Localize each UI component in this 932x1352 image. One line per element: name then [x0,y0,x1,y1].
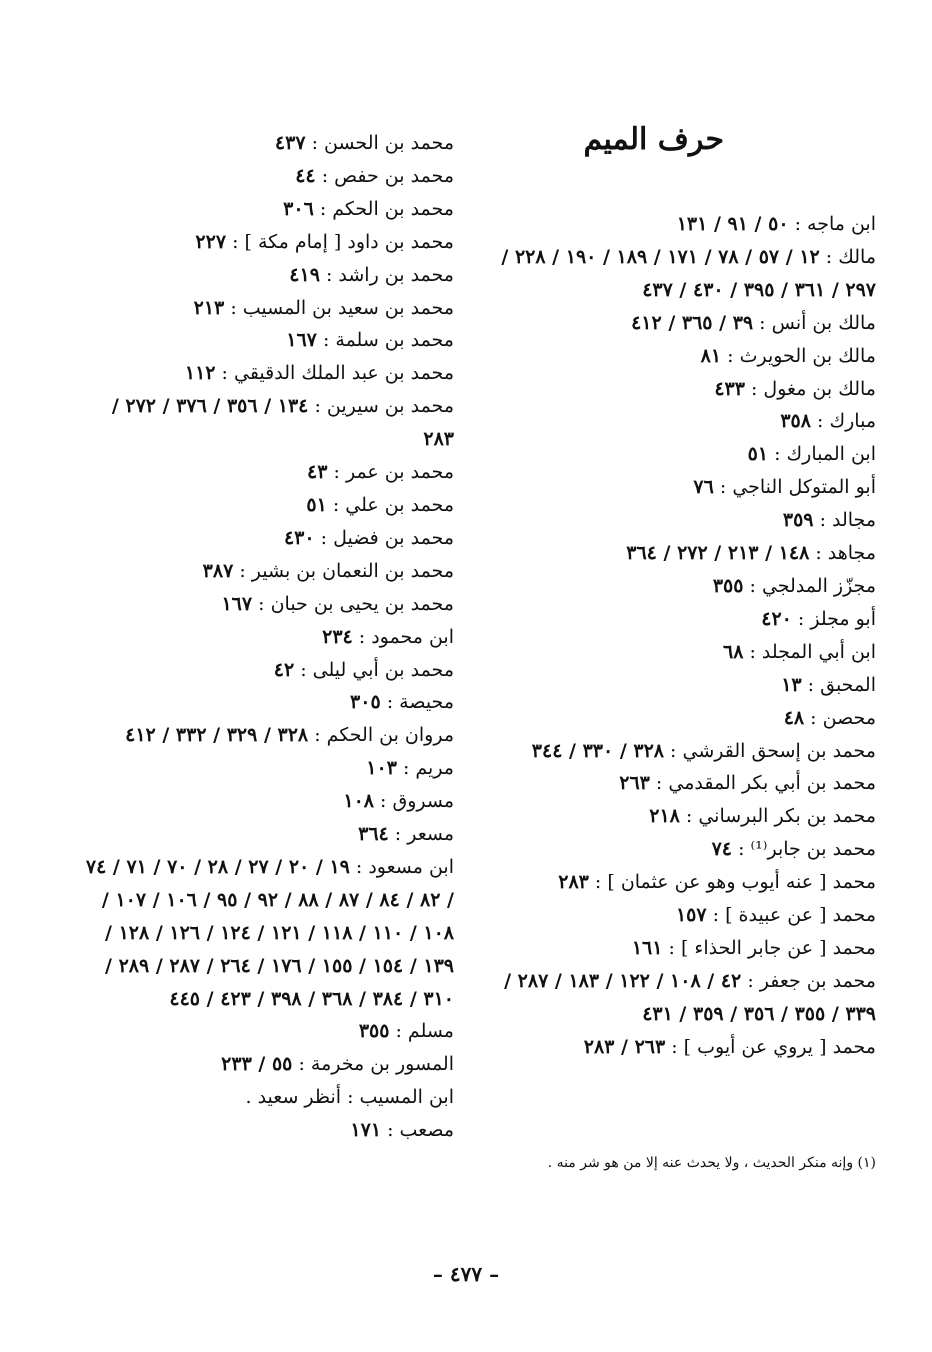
entry-pages: ١٦٧ [221,592,253,615]
entry-pages: ١٠٣ [366,757,397,780]
entry-pages: ١٦٧ [286,329,317,352]
entry-pages: ١٤٨ / ٢١٣ / ٢٧٢ / ٣٦٤ [626,542,810,565]
index-entry [80,456,454,489]
entry-pages: ١٦١ [631,936,663,959]
entry-pages: ٤٤ [295,164,316,187]
entry-pages: ٢٢٧ [195,230,227,253]
entry-name: ابن المسيب : أنظر سعيد . [245,1086,454,1109]
entry-name: المحبق : [807,673,876,696]
entry-name: محمد بن أبي بكر المقدمي : [655,772,876,795]
index-entry [80,1015,454,1048]
index-entry [80,1048,454,1081]
index-entry [80,259,454,292]
index-entry [498,932,876,965]
index-entry [80,193,454,226]
entry-name: محمد بن جابر⁽¹⁾ : [738,838,876,861]
entry-pages: ١٣٤ / ٣٥٦ / ٣٧٦ / ٢٧٢ / ٢٨٣ [111,395,454,451]
entry-name: محمد بن يحيى بن حبان : [258,592,454,615]
index-entry [498,208,876,241]
entry-name: ابن ماجه : [794,213,876,235]
entry-pages: ٤٨ [783,706,805,729]
entry-pages: ٤٢ [273,658,295,681]
entry-name: ابن المبارك : [774,443,876,466]
entry-name: محمد بن فضيل : [320,526,454,549]
entry-name: محمد بن الحكم : [319,197,454,220]
entry-name: محمد بن النعمان بن بشير : [239,559,454,582]
entry-name: محمد بن إسحق القرشي : [670,739,876,762]
entry-name: محمد بن أبي ليلى : [300,658,454,681]
entry-name: محمد بن سيرين : [314,395,454,418]
entry-pages: ٥١ [747,443,769,466]
entry-name: مريم : [402,757,454,780]
entry-pages: ٨١ [700,344,722,367]
entry-name: محمد بن سعيد بن المسيب : [230,296,454,319]
entry-name: مجزّز المدلجي : [749,574,876,597]
index-entry [498,833,876,866]
entry-pages: ٢٨٣ [558,871,589,894]
entry-pages: ٤٣٣ [714,377,745,400]
index-entry [80,127,454,160]
entry-pages: ٢١٣ [193,296,225,319]
entry-pages: ٣٥٨ [780,410,811,433]
entry-name: أبو المتوكل الناجي : [719,476,876,499]
entry-name: محمد بن عمر : [333,461,454,484]
index-entry [80,390,454,456]
entry-pages: ٢٣٤ [322,625,353,648]
entry-pages: ٤٣ [307,461,328,484]
index-entry [80,522,454,555]
index-entry [498,702,876,735]
entry-pages: ٣٩ / ٣٦٥ / ٤١٢ [631,311,754,334]
index-entry [80,292,454,325]
index-entry [80,686,454,719]
entry-name: مجاهد : [815,542,876,565]
entry-pages: ٧٤ [711,838,733,861]
index-entry [498,570,876,603]
index-entry [80,357,454,390]
entry-pages: ١٣ [781,673,802,696]
index-entry [498,537,876,570]
entry-pages: ١٢ / ٥٧ / ٧٨ / ١٧١ / ١٨٩ / ١٩٠ / ٢٢٨ / ٢٩٧ / ٣٦١ / ٣٩٥ / ٤٣٠ / ٤٣٧ [501,245,876,301]
page-number: – ٤٧٧ – [432,1262,500,1286]
index-entry [498,307,876,340]
entry-name: مسروق : [380,790,454,813]
entry-name: محمد بن سلمة : [322,329,454,352]
index-entry [498,603,876,636]
entry-name: محمد [ عن عبيدة ] : [712,904,876,927]
entry-name: محمد بن جعفر : [747,969,876,992]
entry-pages: ٢٦٣ / ٢٨٣ [583,1035,666,1058]
entry-name: مسلم : [395,1020,454,1043]
entry-pages: ٢١٨ [649,805,680,828]
entry-pages: ١٩ / ٢٠ / ٢٧ / ٢٨ / ٧٠ / ٧١ / ٧٤ / ٨٢ / ٨٤ / ٨٧ / ٨٨ / ٩٢ / ٩٥ / ١٠٦ / ١٠٧ / ١٠٨ / ١١٠ / ١١٨ / ١٢١ / ١٢٤ / ١٢٦ / ١٢٨ / ١٣٩ / ١٥٤ / ١٥٥ / ١٧٦ / ٢٦٤ / ٢٨٧ / ٢٨٩ / ٣١٠ / ٣٨٤ / ٣٦٨ / ٣٩٨ / ٤٢٣ / ٤٤٥ [85,855,454,1010]
index-entry [498,471,876,504]
index-entry [498,504,876,537]
entry-pages: ١٥٧ [675,904,707,927]
entry-name: مالك بن الحويرث : [727,344,876,367]
index-entry [498,965,876,1031]
entry-pages: ٣٥٥ [712,574,744,597]
entry-pages: ٥٠ / ٩١ / ١٣١ [676,213,789,235]
entry-pages: ٥٥ / ٢٣٣ [221,1053,293,1076]
entry-pages: ٣٦٤ [358,823,389,846]
entry-name: مالك بن أنس : [759,311,876,334]
index-entry [80,752,454,785]
entry-name: مصعب : [387,1119,454,1142]
entry-name: محصن : [810,706,876,729]
entry-name: مبارك : [817,410,876,433]
entry-name: محمد بن حفص : [321,164,454,187]
entry-pages: ٥١ [306,493,327,516]
entry-name: ابن محمود : [358,625,454,648]
index-entry [80,1114,454,1147]
entry-name: محمد [ يروي عن أيوب ] : [671,1035,876,1058]
footnote: (١) وإنه منكر الحديث ، ولا يحدث عنه إلا من هو شر منه . [547,1155,876,1171]
index-entry [80,226,454,259]
entry-pages: ٣٢٨ / ٣٣٠ / ٣٤٤ [531,739,664,762]
index-entry [498,340,876,373]
entry-name: مجالد : [819,509,876,532]
index-entry [80,489,454,522]
entry-pages: ٣٥٩ [782,509,814,532]
index-entry [498,866,876,899]
entry-pages: ٤٢٠ [761,607,792,630]
entry-pages: ١٧١ [350,1119,382,1142]
index-entry [80,654,454,687]
index-entry [80,785,454,818]
entry-pages: ٤٣٧ [274,132,306,154]
index-entry [498,1031,876,1064]
index-entry [80,555,454,588]
index-entry [498,438,876,471]
index-entry [498,800,876,833]
entry-pages: ٣٢٨ / ٣٢٩ / ٣٣٢ / ٤١٢ [125,724,309,747]
index-entry [498,669,876,702]
entry-pages: ٣٠٦ [283,197,314,220]
entry-name: محمد [ عنه أيوب وهو عن عثمان ] : [594,871,876,894]
entry-name: مروان بن الحكم : [314,724,454,747]
entry-pages: ١١٢ [184,362,216,385]
entry-pages: ٤٢ / ١٠٨ / ١٢٢ / ١٨٣ / ٢٨٧ / ٣٣٩ / ٣٥٥ / ٣٥٦ / ٣٥٩ / ٤٣١ [504,969,876,1025]
entry-name: محمد بن عبد الملك الدقيقي : [221,362,454,385]
index-entry [80,719,454,752]
entry-name: محمد بن بكر البرساني : [685,805,876,828]
entry-name: محمد بن علي : [332,493,454,516]
entry-pages: ١٠٨ [343,790,374,813]
index-column-right [498,208,876,1064]
index-entry [498,241,876,307]
index-entry [80,1081,454,1114]
entry-name: محمد بن راشد : [325,263,454,286]
index-entry [498,373,876,406]
entry-pages: ٢٦٣ [619,772,650,795]
index-entry [80,324,454,357]
index-entry [80,851,454,1016]
entry-name: محمد بن داود [ إمام مكة ] : [232,230,454,253]
entry-name: المسور بن مخرمة : [298,1053,454,1076]
entry-name: محيصة : [386,691,454,714]
section-heading: حرف الميم [583,122,724,157]
index-column-left [80,127,454,1147]
entry-name: مالك بن مغول : [750,377,876,400]
index-entry [498,405,876,438]
index-entry [498,735,876,768]
entry-pages: ٧٦ [693,476,714,499]
entry-name: مالك : [825,245,876,268]
entry-pages: ٤٣٠ [283,526,315,549]
entry-name: ابن مسعود : [355,855,454,878]
entry-pages: ٣٨٧ [202,559,234,582]
entry-name: أبو مجلز : [797,607,876,630]
index-entry [80,621,454,654]
entry-name: محمد بن الحسن : [311,132,454,154]
index-entry [498,767,876,800]
index-entry [80,160,454,193]
entry-name: محمد [ عن جابر الحذاء ] : [668,936,876,959]
index-entry [80,588,454,621]
entry-pages: ٣٥٥ [358,1020,390,1043]
entry-pages: ٦٨ [722,640,744,663]
index-entry [498,899,876,932]
entry-pages: ٣٠٥ [350,691,381,714]
index-entry [498,636,876,669]
index-entry [80,818,454,851]
entry-name: ابن أبي المجلد : [749,640,876,663]
entry-name: مسعر : [394,823,454,846]
entry-pages: ٤١٩ [289,263,320,286]
